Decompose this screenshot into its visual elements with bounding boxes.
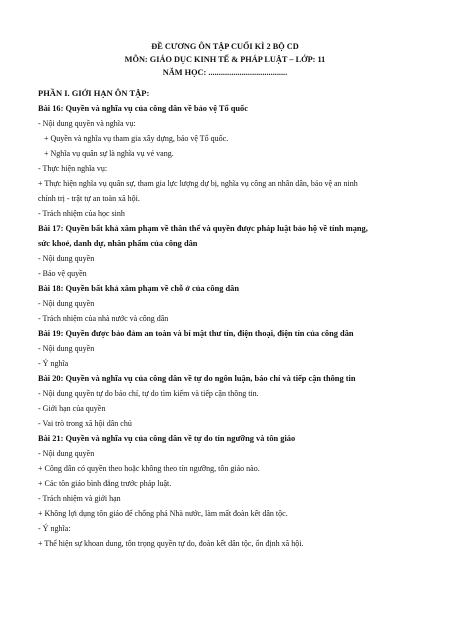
lesson-16-line: - Trách nhiệm của học sinh [38, 209, 125, 218]
lesson-16-line: + Nghĩa vụ quân sự là nghĩa vụ vẻ vang. [44, 149, 174, 158]
lesson-21-line: + Thể hiện sự khoan dung, tôn trọng quyền tự do, đoàn kết dân tộc, ổn định xã hội. [38, 539, 304, 548]
lesson-21-line: + Công dân có quyền theo hoặc không theo tín ngưỡng, tôn giáo nào. [38, 464, 260, 473]
lesson-21-line: + Các tôn giáo bình đẳng trước pháp luật. [38, 479, 172, 488]
lesson-16-line: chính trị - trật tự an toàn xã hội. [38, 194, 140, 203]
lesson-18-line: - Trách nhiệm của nhà nước và công dân [38, 314, 169, 323]
lesson-17-line: - Nội dung quyền [38, 254, 95, 263]
lesson-17-line: - Bảo vệ quyền [38, 269, 87, 278]
lesson-21-line: - Nội dung quyền [38, 449, 95, 458]
section-heading: PHẦN I. GIỚI HẠN ÔN TẬP: [38, 88, 150, 98]
lesson-16-line: - Nội dung quyền và nghĩa vụ: [38, 119, 136, 128]
lesson-20-title: Bài 20: Quyền và nghĩa vụ của công dân về tự do ngôn luận, báo chí và tiếp cận thông tin [38, 374, 356, 383]
lesson-21-line: - Trách nhiệm và giới hạn [38, 494, 121, 503]
lesson-17-title-cont: sức khoẻ, danh dự, nhân phẩm của công dân [38, 239, 198, 248]
lesson-18-title: Bài 18: Quyền bất khả xâm phạm về chỗ ở của công dân [38, 284, 240, 293]
lesson-16-line: + Quyền và nghĩa vụ tham gia xây dựng, bảo vệ Tổ quốc. [44, 134, 229, 143]
lesson-19-line: - Nội dung quyền [38, 344, 95, 353]
lesson-20-line: - Vai trò trong xã hội dân chủ [38, 419, 132, 428]
lesson-20-line: - Nội dung quyền tự do báo chí, tự do tìm kiếm và tiếp cận thông tin. [38, 389, 259, 398]
doc-year: NĂM HỌC: ...................................... [162, 68, 288, 77]
lesson-18-line: - Nội dung quyền [38, 299, 95, 308]
lesson-20-line: - Giới hạn của quyền [38, 404, 106, 413]
lesson-16-title: Bài 16: Quyền và nghĩa vụ của công dân về bảo vệ Tổ quốc [38, 104, 248, 113]
doc-subject: MÔN: GIÁO DỤC KINH TẾ & PHÁP LUẬT – LỚP: 11 [124, 55, 326, 64]
lesson-21-title: Bài 21: Quyền và nghĩa vụ của công dân về tự do tín ngưỡng và tôn giáo [38, 434, 296, 443]
doc-title: ĐỀ CƯƠNG ÔN TẬP CUỐI KÌ 2 BỘ CD [151, 42, 299, 51]
lesson-16-line: - Thực hiện nghĩa vụ: [38, 164, 108, 173]
lesson-16-line: + Thực hiện nghĩa vụ quân sự, tham gia lực lượng dự bị, nghĩa vụ công an nhân dân, bảo vệ an ninh [38, 179, 358, 188]
lesson-21-line: - Ý nghĩa: [38, 524, 71, 533]
lesson-19-title: Bài 19: Quyền được bảo đảm an toàn và bí mật thư tín, điện thoại, điện tín của công dân [38, 329, 354, 338]
lesson-21-line: + Không lợi dụng tôn giáo để chống phá Nhà nước, làm mất đoàn kết dân tộc. [38, 509, 288, 518]
lesson-17-title: Bài 17: Quyền bất khả xâm phạm về thân thể và quyền được pháp luật bảo hộ về tính mạng, [38, 224, 368, 233]
lesson-19-line: - Ý nghĩa [38, 359, 69, 368]
